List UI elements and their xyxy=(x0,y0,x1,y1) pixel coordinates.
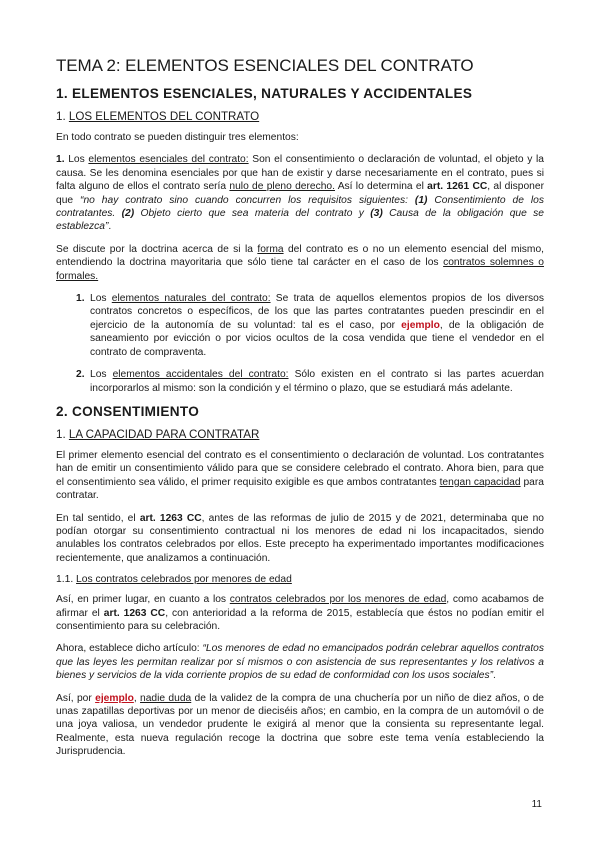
article-ref: art. 1263 CC xyxy=(139,512,202,524)
list-item xyxy=(56,368,544,395)
quote: “Los menores de edad no emancipados podrán celebrar aquellos contratos que las leyes les permitan realizar por sí mismos o con asistencia de sus representantes y los relativos a bienes y servicios de la vida corriente propios de su edad de conformidad con los usos sociales” xyxy=(56,643,544,682)
text: El primer elemento esencial del contrato es el consentimiento o declaración de voluntad. Los contratantes han de emitir un consentimiento válido para que se considere celebrado el contrato. Ahora bien, para que el consentimiento sea válido, el primer requisito exigible es que ambos contratantes xyxy=(56,449,544,488)
text: , de la obligación de saneamiento por evicción o por vicios ocultos de la cosa vendida que tiene el vendedor en el contrato de compraventa. xyxy=(90,319,544,358)
quote-number: (3) xyxy=(370,208,383,220)
item-number: 1. xyxy=(56,154,65,166)
capacity-paragraph xyxy=(56,449,544,503)
section-1-subheading xyxy=(56,110,544,123)
quote-paragraph xyxy=(56,642,544,682)
text: , antes de las reformas de julio de 2015 y de 2021, determinaba que no podían otorgar su consentimiento contractual ni los menores de edad ni los incapacitados, siendo anulables los contratos celebrados por ellos. Este precepto ha experimentado importantes modificaciones recientemente, que analizamos a continuación. xyxy=(56,512,544,564)
section-2-subheading xyxy=(56,428,544,441)
text: Ahora, establece dicho artículo: xyxy=(56,643,203,655)
subheading-title: LOS ELEMENTOS DEL CONTRATO xyxy=(68,110,260,123)
subheading-title: Los contratos celebrados por menores de edad xyxy=(76,574,292,586)
text: . xyxy=(493,670,496,682)
subheading-title: LA CAPACIDAD PARA CONTRATAR xyxy=(68,427,260,441)
text: Así, en primer lugar, en cuanto a los xyxy=(56,594,230,606)
subheading-number: 1. xyxy=(56,427,69,441)
quote: Causa de la obligación que se establezca” xyxy=(56,208,544,233)
term-accidental: elementos accidentales del contrato: xyxy=(112,369,289,381)
term-nulo: nulo de pleno derecho. xyxy=(229,181,335,193)
text: Los xyxy=(64,154,89,166)
text: del contrato es o no un elemento esencial del mismo, entendiendo la doctrina mayoritaria que sólo tiene tal carácter en el caso de los xyxy=(56,243,545,269)
article-1263-paragraph xyxy=(56,512,544,566)
quote: “no hay contrato sino cuando concurren los requisitos siguientes: xyxy=(80,194,415,206)
text: Sólo existen en el contrato si las partes acuerdan incorporarlos al mismo: son la condición y el término o plazo, que se estudiará más adelante. xyxy=(90,369,545,394)
intro-paragraph: En todo contrato se pueden distinguir tres elementos: xyxy=(56,132,299,143)
text: para contratar. xyxy=(56,476,544,502)
text: Los xyxy=(90,369,113,381)
example-highlight: ejemplo xyxy=(401,319,440,331)
term-forma: forma xyxy=(257,243,284,255)
minors-paragraph xyxy=(56,593,544,633)
quote: Objeto cierto que sea materia del contrato y xyxy=(134,208,371,220)
section-2-heading: 2. CONSENTIMIENTO xyxy=(56,403,200,419)
section-1-heading: 1. ELEMENTOS ESENCIALES, NATURALES Y ACCIDENTALES xyxy=(56,86,473,101)
text: . xyxy=(108,221,112,233)
example-highlight: ejemplo xyxy=(95,692,134,704)
document-title: TEMA 2: ELEMENTOS ESENCIALES DEL CONTRATO xyxy=(56,56,474,75)
list-number: 1. xyxy=(76,293,85,305)
term-essential: elementos esenciales del contrato: xyxy=(88,154,249,166)
subheading-number: 1.1. xyxy=(56,574,77,586)
section-2-1-subheading xyxy=(56,574,544,585)
text: Se trata de aquellos elementos propios de los diversos contratos concretos o específicos, de los que las partes contratantes pueden prescindir en el ejercicio de la autonomía de su voluntad: tal es el caso, por xyxy=(90,293,544,331)
text: Así lo determina el xyxy=(334,181,428,193)
text: Se discute por la doctrina acerca de si la xyxy=(56,243,258,255)
quote: Consentimiento de los contratantes. xyxy=(56,194,544,220)
page-number: 11 xyxy=(531,799,542,810)
text: , como acabamos de afirmar el xyxy=(56,594,544,619)
text: Así, por xyxy=(56,692,96,704)
article-ref: art. 1261 CC xyxy=(427,181,488,193)
text: , con anterioridad a la reforma de 2015, establecía que éstos no podían emitir el consentimiento para su celebración. xyxy=(56,607,544,632)
term-natural: elementos naturales del contrato: xyxy=(111,293,271,305)
text: de la validez de la compra de una chuchería por un niño de diez años, o de unas zapatillas deportivas por un menor de dieciséis años; en cambio, en la compra de un automóvil o de una joya valiosa, un vendedor prudente le exigirá al menor que la consienta su representante legal. Realmente, esta nueva regulación recoge la doctrina que sobre este tema venía estableciendo la Jurisprudencia. xyxy=(56,692,545,758)
page-content xyxy=(56,56,544,768)
elements-list xyxy=(56,292,544,395)
list-number: 2. xyxy=(76,369,85,381)
quote-number: (2) xyxy=(121,208,135,220)
text: , xyxy=(133,692,141,704)
term-nadie-duda: nadie duda xyxy=(140,692,192,704)
list-item xyxy=(56,292,544,359)
form-paragraph xyxy=(56,243,544,283)
example-paragraph xyxy=(56,692,544,759)
term-contratos-menores: contratos celebrados por los menores de edad xyxy=(229,594,447,606)
text: Los xyxy=(90,293,112,305)
text: En tal sentido, el xyxy=(56,512,140,524)
text: , al disponer que xyxy=(56,181,544,206)
quote-number: (1) xyxy=(414,194,428,206)
text: Son el consentimiento o declaración de voluntad, el objeto y la causa. Se les denomina esenciales por que han de existir y darse necesariamente en el contrato, pues si falta alguno de ellos el contrato sería xyxy=(56,154,544,193)
subheading-number: 1. xyxy=(56,110,69,123)
essential-elements-paragraph xyxy=(56,153,544,233)
term-tengan-capacidad: tengan capacidad xyxy=(439,476,521,488)
term-contratos-solemnes: contratos solemnes o formales. xyxy=(56,257,544,282)
article-ref: art. 1263 CC xyxy=(103,607,166,619)
